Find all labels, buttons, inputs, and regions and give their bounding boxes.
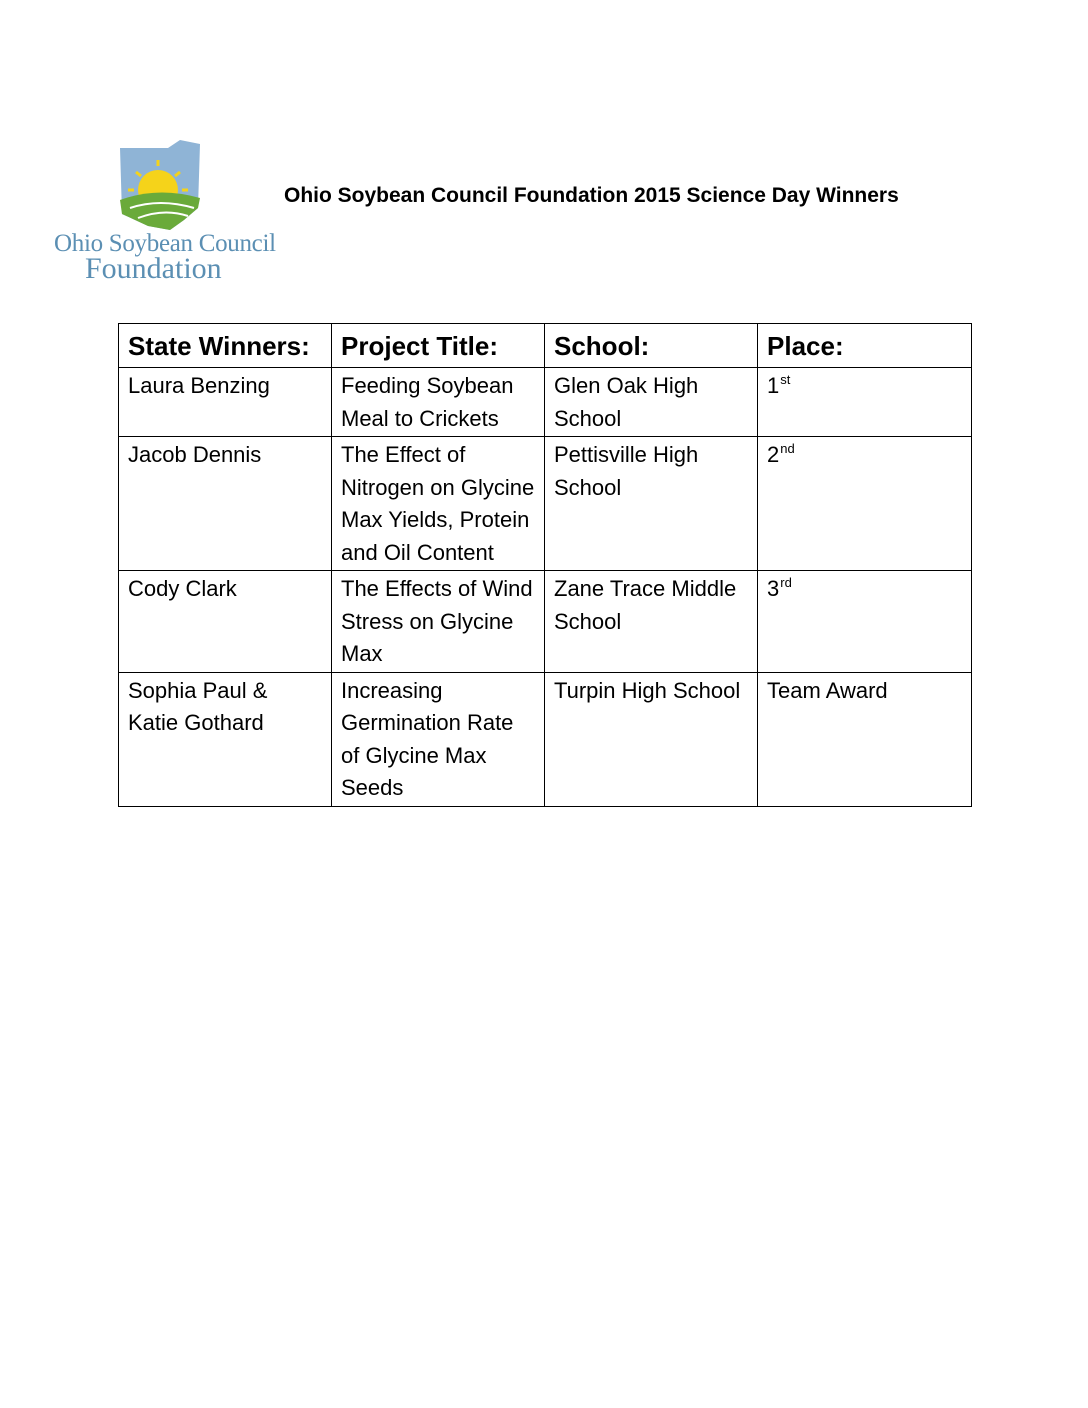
school-cell: Turpin High School [545, 672, 758, 806]
place-cell [758, 368, 972, 437]
place-cell [758, 571, 972, 673]
place-value: 1 [767, 373, 780, 398]
document-title: Ohio Soybean Council Foundation 2015 Science Day Winners [284, 184, 899, 207]
place-cell [758, 437, 972, 571]
table-row [119, 368, 972, 437]
winner-cell: Laura Benzing [119, 368, 332, 437]
place-suffix: nd [780, 441, 795, 456]
place-value: 2 [767, 442, 780, 467]
project-cell: Feeding Soybean Meal to Crickets [332, 368, 545, 437]
table-row [119, 571, 972, 673]
table-row [119, 437, 972, 571]
winner-cell: Cody Clark [119, 571, 332, 673]
header-school: School: [545, 324, 758, 368]
school-cell: Zane Trace Middle School [545, 571, 758, 673]
school-cell: Glen Oak High School [545, 368, 758, 437]
school-cell: Pettisville High School [545, 437, 758, 571]
project-cell: The Effects of Wind Stress on Glycine Max [332, 571, 545, 673]
table-header-row [119, 324, 972, 368]
place-suffix: rd [780, 575, 792, 590]
header-place: Place: [758, 324, 972, 368]
project-cell: The Effect of Nitrogen on Glycine Max Yields, Protein and Oil Content [332, 437, 545, 571]
winners-table [118, 323, 972, 807]
winner-cell: Sophia Paul & Katie Gothard [119, 672, 332, 806]
place-value: Team Award [767, 677, 888, 703]
ohio-sun-field-icon [118, 138, 202, 234]
place-suffix: st [780, 372, 791, 387]
project-cell: Increasing Germination Rate of Glycine Max Seeds [332, 672, 545, 806]
place-cell [758, 672, 972, 806]
winner-cell: Jacob Dennis [119, 437, 332, 571]
table-row [119, 672, 972, 806]
logo-text-line1: Ohio Soybean Council [54, 230, 276, 257]
header-state-winners: State Winners: [119, 324, 332, 368]
place-value: 3 [767, 576, 780, 601]
logo [52, 136, 276, 286]
header-project-title: Project Title: [332, 324, 545, 368]
logo-text-line2: Foundation [85, 252, 222, 285]
